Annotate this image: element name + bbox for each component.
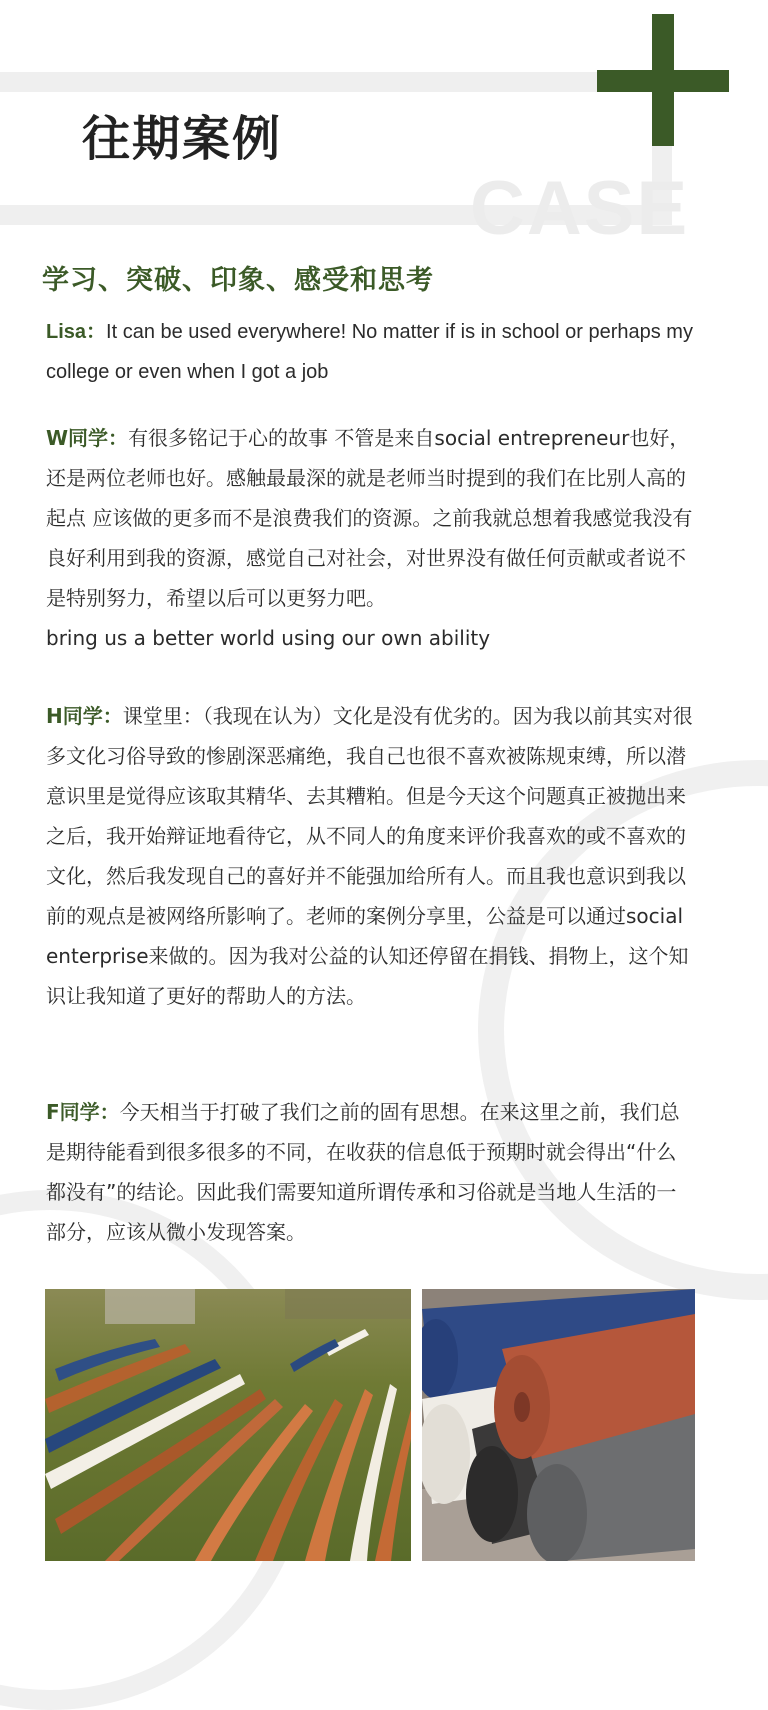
dyed-cloth-drying-field-photo: [45, 1289, 411, 1561]
testimonial-text: 今天相当于打破了我们之前的固有思想。在来这里之前，我们总是期待能看到很多很多的不同，在收获的信息低于预期时就会得出“什么都没有”的结论。因此我们需要知道所谓传承和习俗就是当地人生活的一部分，应该从微小发现答案。: [46, 1100, 680, 1244]
page-title: 往期案例: [82, 111, 283, 167]
testimonial-lisa: [46, 312, 696, 392]
testimonial-f: [46, 1092, 696, 1252]
speaker-label: H同学：: [46, 704, 123, 728]
fabric-rolls-photo: [422, 1289, 695, 1561]
testimonial-w: [46, 418, 696, 658]
testimonial-extra-text: bring us a better world using our own ability: [46, 626, 491, 650]
testimonial-h: [46, 696, 696, 1016]
plus-icon-horizontal: [597, 70, 729, 92]
case-watermark: CASE: [470, 166, 690, 251]
testimonial-text: 课堂里：（我现在认为）文化是没有优劣的。因为我以前其实对很多文化习俗导致的惨剧深恶痛绝，我自己也很不喜欢被陈规束缚，所以潜意识里是觉得应该取其精华、去其糟粕。但是今天这个问题真正被抛出来之后，我开始辩证地看待它，从不同人的角度来评价我喜欢的或不喜欢的文化，然后我发现自己的喜好并不能强加给所有人。而且我也意识到我以前的观点是被网络所影响了。老师的案例分享里，公益是可以通过social enterprise来做的。因为我对公益的认知还停留在捐钱、捐物上，这个知识让我知道了更好的帮助人的方法。: [46, 704, 693, 1008]
decorative-band-top: [0, 72, 600, 92]
speaker-label: W同学：: [46, 426, 129, 450]
testimonial-text: It can be used everywhere! No matter if is in school or perhaps my college or even when I got a job: [46, 321, 693, 383]
speaker-label: F同学：: [46, 1100, 120, 1124]
speaker-label: Lisa：: [46, 321, 107, 343]
section-subtitle: 学习、突破、印象、感受和思考: [42, 265, 434, 296]
testimonial-text: 有很多铭记于心的故事 不管是来自social entrepreneur也好，还是两位老师也好。感触最最深的就是老师当时提到的我们在比别人高的起点 应该做的更多而不是浪费我们的资源。之前我就总想着我感觉我没有良好利用到我的资源，感觉自己对社会，对世界没有做任何贡献或者说不是特别努力，希望以后可以更努力吧。: [46, 426, 693, 610]
